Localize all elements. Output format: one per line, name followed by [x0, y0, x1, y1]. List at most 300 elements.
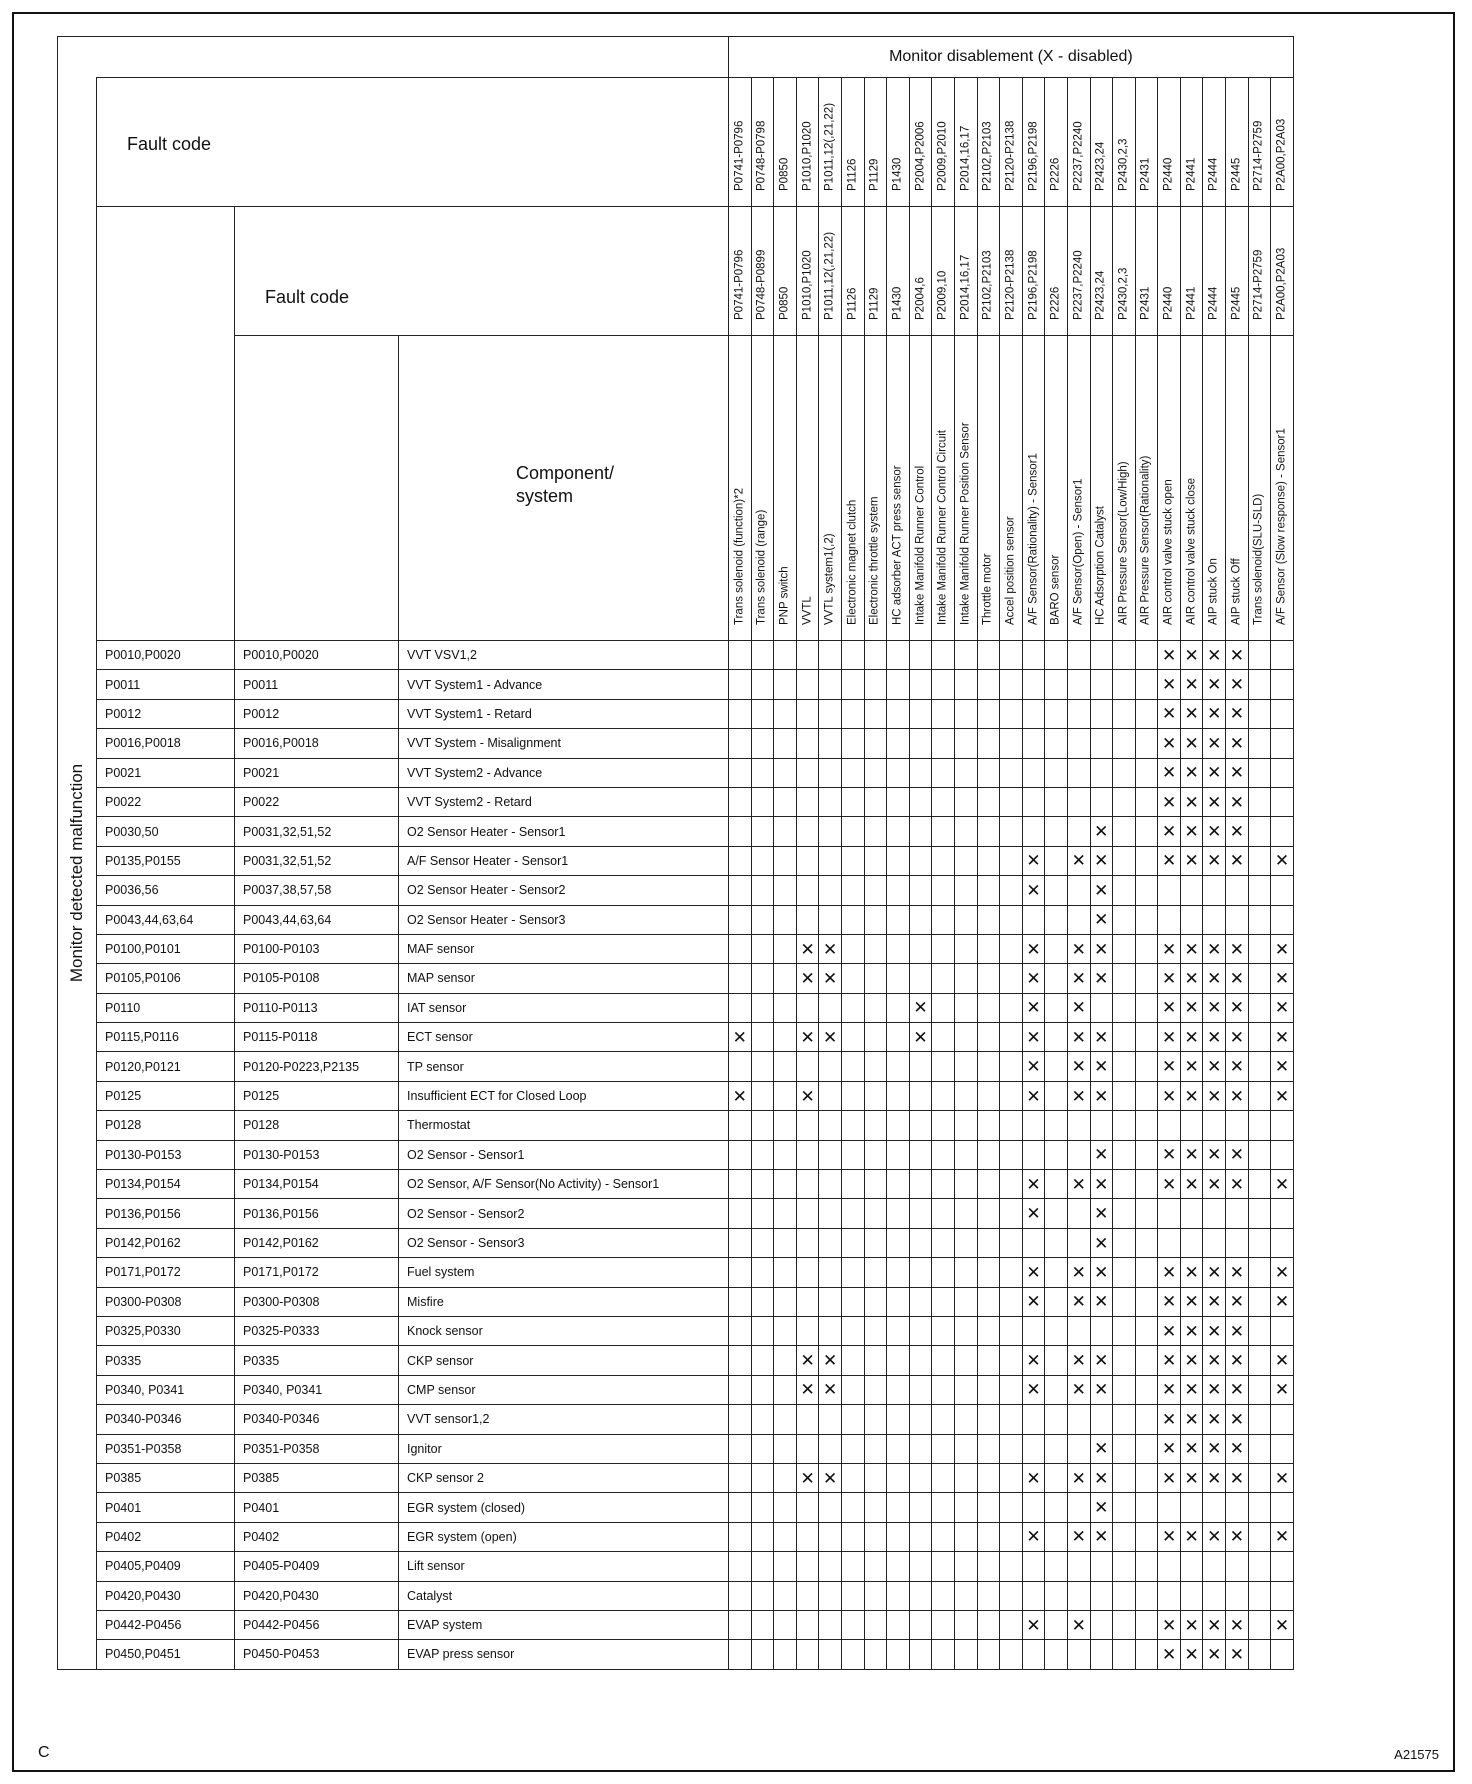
disable-mark-cell	[1158, 1052, 1181, 1081]
disable-mark-cell	[1180, 1287, 1203, 1316]
disable-mark-cell	[1203, 670, 1226, 699]
disable-mark-cell	[1113, 876, 1136, 905]
disable-mark-cell	[1203, 1493, 1226, 1522]
column-code2-text: P2014,16,17	[958, 254, 971, 320]
row-component: VVT System1 - Advance	[399, 670, 729, 699]
disable-mark-cell	[977, 1316, 1000, 1345]
disabled-mark: ✕	[1229, 1644, 1244, 1664]
disabled-mark: ✕	[1184, 1409, 1199, 1429]
disable-mark-cell	[1158, 1434, 1181, 1463]
disable-mark-cell	[1158, 1405, 1181, 1434]
column-code1-text: P2423,24	[1094, 141, 1107, 191]
column-code2	[977, 207, 1000, 336]
disabled-mark: ✕	[1071, 1057, 1086, 1077]
column-code1-text: P2102,P2103	[981, 120, 994, 191]
table-row	[58, 1258, 1294, 1287]
disabled-mark: ✕	[1094, 1439, 1109, 1459]
disable-mark-cell	[751, 1199, 774, 1228]
disable-mark-cell	[1067, 846, 1090, 875]
disabled-mark: ✕	[1184, 939, 1199, 959]
disable-mark-cell	[977, 817, 1000, 846]
disable-mark-cell	[1248, 1170, 1271, 1199]
disabled-mark: ✕	[1161, 733, 1177, 753]
disabled-mark: ✕	[823, 968, 838, 988]
disable-mark-cell	[1203, 993, 1226, 1022]
disable-mark-cell	[774, 1581, 797, 1610]
row-code1: P0340-P0346	[97, 1405, 235, 1434]
disable-mark-cell	[1180, 1493, 1203, 1522]
disabled-mark: ✕	[1207, 1644, 1222, 1664]
column-code1	[864, 78, 887, 207]
disable-mark-cell	[751, 934, 774, 963]
disable-mark-cell	[751, 1023, 774, 1052]
disable-mark-cell	[819, 1023, 842, 1052]
disable-mark-cell	[887, 1316, 910, 1345]
column-code1	[1090, 78, 1113, 207]
disabled-mark: ✕	[1026, 1057, 1041, 1077]
column-code2-text: P2423,24	[1094, 270, 1107, 320]
disable-mark-cell	[1135, 1552, 1158, 1581]
table-row	[58, 817, 1294, 846]
disable-mark-cell	[1135, 1522, 1158, 1551]
disable-mark-cell	[1203, 1552, 1226, 1581]
disable-mark-cell	[1226, 699, 1249, 728]
disable-mark-cell	[1271, 1228, 1294, 1257]
disable-mark-cell	[1180, 876, 1203, 905]
disabled-mark: ✕	[1207, 1174, 1222, 1194]
disable-mark-cell	[1000, 1522, 1023, 1551]
disable-mark-cell	[819, 993, 842, 1022]
disable-mark-cell	[932, 1375, 955, 1404]
row-code1: P0325,P0330	[97, 1316, 235, 1345]
disable-mark-cell	[954, 670, 977, 699]
row-code2: P0031,32,51,52	[235, 846, 399, 875]
disable-mark-cell	[1090, 1610, 1113, 1639]
row-code2: P0022	[235, 787, 399, 816]
disable-mark-cell	[819, 846, 842, 875]
disable-mark-cell	[1135, 1493, 1158, 1522]
disable-mark-cell	[841, 934, 864, 963]
disable-mark-cell	[841, 964, 864, 993]
disable-mark-cell	[1248, 1522, 1271, 1551]
disable-mark-cell	[1045, 1640, 1068, 1669]
disable-mark-cell	[774, 729, 797, 758]
disable-mark-cell	[1226, 641, 1249, 670]
disable-mark-cell	[887, 905, 910, 934]
disable-mark-cell	[909, 1140, 932, 1169]
disable-mark-cell	[1022, 1199, 1045, 1228]
disable-mark-cell	[954, 1228, 977, 1257]
disable-mark-cell	[1203, 1111, 1226, 1140]
disable-mark-cell	[932, 699, 955, 728]
disable-mark-cell	[1226, 1640, 1249, 1669]
table-row	[58, 1610, 1294, 1639]
column-code1	[1203, 78, 1226, 207]
disable-mark-cell	[751, 1581, 774, 1610]
row-code1: P0036,56	[97, 876, 235, 905]
column-code2	[1090, 207, 1113, 336]
disable-mark-cell	[1090, 1023, 1113, 1052]
disabled-mark: ✕	[1184, 1086, 1199, 1106]
disable-mark-cell	[1248, 1228, 1271, 1257]
disable-mark-cell	[1203, 817, 1226, 846]
row-code1: P0120,P0121	[97, 1052, 235, 1081]
column-name	[1067, 336, 1090, 641]
column-name	[796, 336, 819, 641]
disable-mark-cell	[1271, 876, 1294, 905]
disable-mark-cell	[1022, 1493, 1045, 1522]
column-code2	[1135, 207, 1158, 336]
disable-mark-cell	[954, 1552, 977, 1581]
disabled-mark: ✕	[1229, 1262, 1244, 1282]
row-code1: P0335	[97, 1346, 235, 1375]
disable-mark-cell	[751, 1610, 774, 1639]
disable-mark-cell	[796, 1434, 819, 1463]
table-row	[58, 1052, 1294, 1081]
table-row	[58, 934, 1294, 963]
disable-mark-cell	[1022, 729, 1045, 758]
row-code1: P0171,P0172	[97, 1258, 235, 1287]
disabled-mark: ✕	[1094, 1380, 1109, 1400]
disabled-mark: ✕	[1071, 1086, 1086, 1106]
disable-mark-cell	[864, 787, 887, 816]
column-code1	[1226, 78, 1249, 207]
disable-mark-cell	[841, 1552, 864, 1581]
disable-mark-cell	[1226, 729, 1249, 758]
row-code2: P0450-P0453	[235, 1640, 399, 1669]
disable-mark-cell	[1180, 1610, 1203, 1639]
disable-mark-cell	[1045, 729, 1068, 758]
disable-mark-cell	[774, 1228, 797, 1257]
disable-mark-cell	[909, 1522, 932, 1551]
column-name-text: VVTL	[800, 595, 813, 625]
disable-mark-cell	[864, 1463, 887, 1492]
disable-mark-cell	[751, 1228, 774, 1257]
disable-mark-cell	[1135, 876, 1158, 905]
disable-mark-cell	[954, 846, 977, 875]
disable-mark-cell	[1000, 964, 1023, 993]
disable-mark-cell	[887, 1610, 910, 1639]
disabled-mark: ✕	[1161, 1292, 1177, 1312]
disable-mark-cell	[1067, 1552, 1090, 1581]
column-code2-text: P2441	[1184, 286, 1197, 320]
disable-mark-cell	[932, 1287, 955, 1316]
table-row	[58, 993, 1294, 1022]
disable-mark-cell	[1180, 1405, 1203, 1434]
disable-mark-cell	[954, 1405, 977, 1434]
disable-mark-cell	[887, 1228, 910, 1257]
disable-mark-cell	[1045, 1375, 1068, 1404]
disable-mark-cell	[1135, 641, 1158, 670]
disable-mark-cell	[977, 1375, 1000, 1404]
disable-mark-cell	[1045, 964, 1068, 993]
disabled-mark: ✕	[1207, 1439, 1222, 1459]
disabled-mark: ✕	[1274, 1615, 1290, 1635]
disable-mark-cell	[796, 1199, 819, 1228]
disable-mark-cell	[1022, 1081, 1045, 1110]
disable-mark-cell	[1113, 1081, 1136, 1110]
disable-mark-cell	[1135, 1463, 1158, 1492]
disabled-mark: ✕	[1161, 1527, 1177, 1547]
disable-mark-cell	[1000, 1023, 1023, 1052]
disable-mark-cell	[841, 641, 864, 670]
column-code2-text: P2A00,P2A03	[1275, 247, 1288, 320]
disable-mark-cell	[751, 1140, 774, 1169]
disable-mark-cell	[1271, 1434, 1294, 1463]
disable-mark-cell	[1045, 1522, 1068, 1551]
disable-mark-cell	[819, 1052, 842, 1081]
disable-mark-cell	[1180, 846, 1203, 875]
disable-mark-cell	[774, 1111, 797, 1140]
disable-mark-cell	[1113, 905, 1136, 934]
row-code1: P0125	[97, 1081, 235, 1110]
disabled-mark: ✕	[1274, 1174, 1290, 1194]
column-code2	[954, 207, 977, 336]
disable-mark-cell	[1090, 1052, 1113, 1081]
column-code1-text: P2196,P2198	[1026, 120, 1039, 191]
disable-mark-cell	[1158, 846, 1181, 875]
disable-mark-cell	[751, 641, 774, 670]
column-code1-text: P1129	[868, 158, 881, 191]
disabled-mark: ✕	[1026, 1174, 1041, 1194]
disable-mark-cell	[729, 1140, 752, 1169]
column-code1-text: P2440	[1162, 157, 1175, 191]
row-code1: P0016,P0018	[97, 729, 235, 758]
disable-mark-cell	[1158, 1463, 1181, 1492]
disabled-mark: ✕	[1184, 968, 1199, 988]
disable-mark-cell	[729, 1552, 752, 1581]
disable-mark-cell	[1158, 1346, 1181, 1375]
disable-mark-cell	[1226, 1023, 1249, 1052]
disable-mark-cell	[1271, 817, 1294, 846]
disable-mark-cell	[864, 758, 887, 787]
disabled-mark: ✕	[1071, 1292, 1086, 1312]
column-code1	[796, 78, 819, 207]
disable-mark-cell	[1000, 1316, 1023, 1345]
disable-mark-cell	[1045, 699, 1068, 728]
disabled-mark: ✕	[1026, 1204, 1041, 1224]
disable-mark-cell	[1113, 1493, 1136, 1522]
disabled-mark: ✕	[1071, 1615, 1086, 1635]
column-name	[729, 336, 752, 641]
disable-mark-cell	[819, 787, 842, 816]
row-component: VVT VSV1,2	[399, 641, 729, 670]
disabled-mark: ✕	[1184, 1468, 1199, 1488]
disable-mark-cell	[796, 641, 819, 670]
disable-mark-cell	[796, 846, 819, 875]
disable-mark-cell	[819, 1228, 842, 1257]
disable-mark-cell	[1113, 1463, 1136, 1492]
table-row	[58, 1228, 1294, 1257]
disable-mark-cell	[1226, 1375, 1249, 1404]
disable-mark-cell	[1113, 1434, 1136, 1463]
table-row	[58, 1552, 1294, 1581]
disable-mark-cell	[729, 1258, 752, 1287]
disable-mark-cell	[1226, 1581, 1249, 1610]
monitor-detected-malfunction-label: Monitor detected malfunction	[67, 763, 86, 983]
disable-mark-cell	[1226, 1434, 1249, 1463]
disable-mark-cell	[1022, 1552, 1045, 1581]
column-code1-text: P2430,2,3	[1117, 138, 1130, 191]
disable-mark-cell	[1226, 1199, 1249, 1228]
disable-mark-cell	[841, 817, 864, 846]
disable-mark-cell	[751, 1316, 774, 1345]
disable-mark-cell	[1090, 817, 1113, 846]
disable-mark-cell	[774, 993, 797, 1022]
disable-mark-cell	[751, 1346, 774, 1375]
disabled-mark: ✕	[1094, 910, 1109, 930]
disable-mark-cell	[774, 670, 797, 699]
disable-mark-cell	[1203, 1463, 1226, 1492]
disable-mark-cell	[1271, 641, 1294, 670]
disable-mark-cell	[729, 934, 752, 963]
row-code2: P0021	[235, 758, 399, 787]
disabled-mark: ✕	[1229, 1086, 1244, 1106]
disabled-mark: ✕	[1071, 1262, 1086, 1282]
disable-mark-cell	[864, 934, 887, 963]
disable-mark-cell	[1203, 1199, 1226, 1228]
disable-mark-cell	[1135, 787, 1158, 816]
figure-corner-label: C	[38, 1744, 50, 1761]
disabled-mark: ✕	[1094, 1233, 1109, 1253]
column-code1-text: P2120-P2138	[1004, 120, 1017, 191]
disabled-mark: ✕	[1184, 1145, 1199, 1165]
disable-mark-cell	[1045, 1434, 1068, 1463]
disable-mark-cell	[1135, 699, 1158, 728]
row-code1: P0134,P0154	[97, 1170, 235, 1199]
disabled-mark: ✕	[1094, 1086, 1109, 1106]
table-row	[58, 846, 1294, 875]
row-code2: P0420,P0430	[235, 1581, 399, 1610]
disable-mark-cell	[841, 1199, 864, 1228]
disabled-mark: ✕	[1161, 1351, 1177, 1371]
disable-mark-cell	[1203, 964, 1226, 993]
disable-mark-cell	[1045, 1228, 1068, 1257]
disable-mark-cell	[841, 905, 864, 934]
disable-mark-cell	[1045, 1346, 1068, 1375]
disable-mark-cell	[887, 993, 910, 1022]
column-code2	[1271, 207, 1294, 336]
table-row	[58, 1316, 1294, 1345]
column-code2	[729, 207, 752, 336]
table-row	[58, 1463, 1294, 1492]
disable-mark-cell	[1226, 1463, 1249, 1492]
disable-mark-cell	[819, 1287, 842, 1316]
disable-mark-cell	[1067, 817, 1090, 846]
disable-mark-cell	[954, 1610, 977, 1639]
column-name	[977, 336, 1000, 641]
disable-mark-cell	[1067, 1199, 1090, 1228]
disable-mark-cell	[1045, 787, 1068, 816]
disable-mark-cell	[774, 964, 797, 993]
disable-mark-cell	[954, 641, 977, 670]
disable-mark-cell	[1248, 787, 1271, 816]
disable-mark-cell	[729, 1346, 752, 1375]
disable-mark-cell	[909, 1581, 932, 1610]
disable-mark-cell	[841, 1258, 864, 1287]
disable-mark-cell	[1067, 934, 1090, 963]
disable-mark-cell	[932, 817, 955, 846]
disable-mark-cell	[819, 1581, 842, 1610]
disable-mark-cell	[954, 1287, 977, 1316]
disable-mark-cell	[1271, 1170, 1294, 1199]
disable-mark-cell	[796, 1258, 819, 1287]
fault-code-label-2: Fault code	[265, 287, 350, 307]
disable-mark-cell	[1180, 1581, 1203, 1610]
column-name	[864, 336, 887, 641]
disable-mark-cell	[819, 1316, 842, 1345]
disable-mark-cell	[1067, 905, 1090, 934]
disable-mark-cell	[1248, 964, 1271, 993]
disable-mark-cell	[864, 641, 887, 670]
disable-mark-cell	[729, 993, 752, 1022]
disable-mark-cell	[729, 1522, 752, 1551]
disable-mark-cell	[1158, 1258, 1181, 1287]
disable-mark-cell	[864, 1052, 887, 1081]
disable-mark-cell	[1022, 1258, 1045, 1287]
indent-cell-1	[97, 207, 235, 641]
disable-mark-cell	[864, 699, 887, 728]
disable-mark-cell	[1203, 1316, 1226, 1345]
disable-mark-cell	[932, 934, 955, 963]
disable-mark-cell	[796, 1228, 819, 1257]
disabled-mark: ✕	[1184, 822, 1199, 842]
disable-mark-cell	[1000, 1493, 1023, 1522]
disabled-mark: ✕	[1094, 1498, 1109, 1518]
disable-mark-cell	[1022, 1111, 1045, 1140]
disabled-mark: ✕	[1229, 1351, 1244, 1371]
disable-mark-cell	[977, 1023, 1000, 1052]
disable-mark-cell	[1226, 1081, 1249, 1110]
disable-mark-cell	[864, 670, 887, 699]
disable-mark-cell	[1271, 1081, 1294, 1110]
disable-mark-cell	[1203, 1023, 1226, 1052]
column-name-text: VVTL system1(,2)	[823, 532, 836, 625]
disabled-mark: ✕	[1094, 880, 1109, 900]
disable-mark-cell	[1226, 993, 1249, 1022]
disabled-mark: ✕	[1229, 1145, 1244, 1165]
disable-mark-cell	[796, 993, 819, 1022]
disabled-mark: ✕	[1094, 1527, 1109, 1547]
row-code2: P0171,P0172	[235, 1258, 399, 1287]
row-code1: P0351-P0358	[97, 1434, 235, 1463]
column-code2	[1203, 207, 1226, 336]
disable-mark-cell	[796, 699, 819, 728]
disable-mark-cell	[729, 729, 752, 758]
disable-mark-cell	[729, 1023, 752, 1052]
disable-mark-cell	[932, 729, 955, 758]
disable-mark-cell	[1158, 934, 1181, 963]
disabled-mark: ✕	[1184, 1174, 1199, 1194]
column-code1	[774, 78, 797, 207]
disable-mark-cell	[909, 993, 932, 1022]
disabled-mark: ✕	[1161, 675, 1177, 695]
disable-mark-cell	[864, 876, 887, 905]
disable-mark-cell	[954, 1199, 977, 1228]
disable-mark-cell	[1022, 964, 1045, 993]
disable-mark-cell	[729, 905, 752, 934]
column-name	[1090, 336, 1113, 641]
disabled-mark: ✕	[1026, 1292, 1041, 1312]
column-name-text: HC adsorber ACT press sensor	[891, 464, 904, 625]
disable-mark-cell	[841, 1287, 864, 1316]
disable-mark-cell	[1090, 964, 1113, 993]
disable-mark-cell	[751, 1111, 774, 1140]
disable-mark-cell	[729, 1493, 752, 1522]
disable-mark-cell	[841, 1581, 864, 1610]
column-code1-text: P0748-P0798	[755, 120, 768, 191]
disable-mark-cell	[796, 934, 819, 963]
